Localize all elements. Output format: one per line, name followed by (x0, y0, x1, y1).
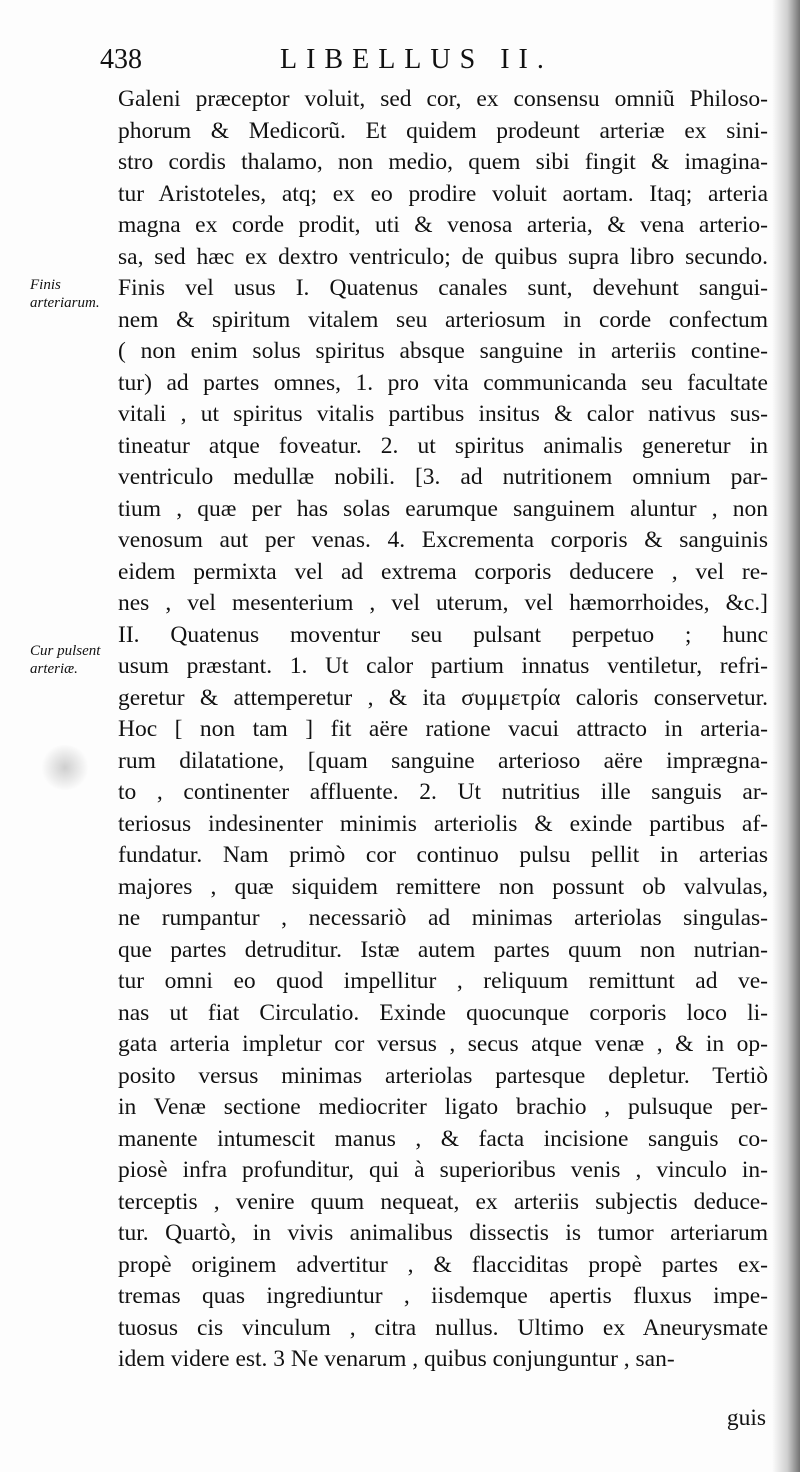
text-line: idem videre est. 3 Ne venarum , quibus conjunguntur , san- (118, 1346, 675, 1372)
page-edge-shadow (772, 0, 800, 1472)
text-line: nem & spiritum vitalem seu arteriosum in corde confectum (118, 306, 768, 333)
text-line: ne rumpantur , necessariò ad minimas arteriolas singulas- (118, 905, 768, 931)
text-line: tur. Quartò, in vivis animalibus dissectis is tumor arteriarum (118, 1220, 768, 1246)
text-line: to , continenter affluente. 2. Ut nutritius ille sanguis ar- (118, 779, 768, 805)
text-line: Galeni præceptor voluit, sed cor, ex consensu omniũ Philoso- (118, 86, 768, 112)
text-line: II. Quatenus moventur seu pulsant perpetuo ; hunc (118, 621, 768, 648)
ink-smudge (40, 745, 90, 790)
catchword: guis (726, 1405, 766, 1431)
text-line: usum præstant. 1. Ut calor partium innatus ventiletur, refri- (118, 653, 768, 679)
text-line: Finis vel usus I. Quatenus canales sunt, devehunt sangui- (118, 275, 768, 301)
text-line: phorum & Medicorũ. Et quidem prodeunt arteriæ ex sini- (118, 117, 768, 144)
text-line: Hoc [ non tam ] fit aëre ratione vacui attracto in arteria- (118, 716, 768, 742)
text-line: eidem permixta vel ad extrema corporis deducere , vel re- (118, 558, 768, 585)
text-line: tuosus cis vinculum , citra nullus. Ultimo ex Aneurysmate (118, 1314, 768, 1341)
text-line: majores , quæ siquidem remittere non possunt ob valvulas, (118, 873, 768, 900)
text-line: rum dilatatione, [quam sanguine arterioso aëre imprægna- (118, 747, 768, 774)
text-line: geretur & attemperetur , & ita συμμετρία caloris conservetur. (118, 684, 768, 711)
text-line: posito versus minimas arteriolas partesque depletur. Tertiò (118, 1062, 768, 1089)
text-line: ventriculo medullæ nobili. [3. ad nutritionem omnium par- (118, 464, 768, 490)
text-line: nas ut fiat Circulatio. Exinde quocunque corporis loco li- (118, 999, 768, 1026)
text-line: magna ex corde prodit, uti & venosa arteria, & vena arterio- (118, 212, 768, 238)
text-line: piosè infra profunditur, qui à superioribus venis , vinculo in- (118, 1157, 768, 1183)
text-line: venosum aut per venas. 4. Excrementa corporis & sanguinis (118, 527, 768, 553)
running-title: LIBELLUS II. (280, 44, 553, 75)
text-line: manente intumescit manus , & facta incisione sanguis co- (118, 1125, 768, 1152)
text-line: tium , quæ per has solas earumque sanguinem aluntur , non (118, 495, 768, 522)
page-header (100, 44, 760, 84)
text-line: tur Aristoteles, atq; ex eo prodire voluit aortam. Itaq; arteria (118, 180, 768, 207)
text-line: propè originem advertitur , & flacciditas propè partes ex- (118, 1251, 768, 1278)
text-line: tineatur atque foveatur. 2. ut spiritus animalis generetur in (118, 432, 768, 459)
text-line: nes , vel mesenterium , vel uterum, vel hæmorrhoides, &c.] (118, 590, 768, 616)
text-line: tremas quas ingrediuntur , iisdemque apertis fluxus impe- (118, 1283, 768, 1309)
text-line: ( non enim solus spiritus absque sanguine in arteriis contine- (118, 338, 768, 364)
margin-note-cur-pulsent: Cur pulsent arteriæ. (30, 643, 101, 677)
text-line: terceptis , venire quum nequeat, ex arteriis subjectis deduce- (118, 1188, 768, 1215)
margin-note-finis: Finis arteriarum. (30, 277, 100, 311)
text-line: que partes detruditur. Istæ autem partes quum non nutrian- (118, 936, 768, 963)
text-line: gata arteria impletur cor versus , secus atque venæ , & in op- (118, 1031, 768, 1057)
text-line: fundatur. Nam primò cor continuo pulsu pellit in arterias (118, 842, 768, 868)
text-line: vitali , ut spiritus vitalis partibus insitus & calor nativus sus- (118, 401, 768, 427)
body-text (118, 84, 768, 1376)
text-line: tur) ad partes omnes, 1. pro vita communicanda seu facultate (118, 369, 768, 396)
text-line: in Venæ sectione mediocriter ligato brachio , pulsuque per- (118, 1094, 768, 1120)
text-line: teriosus indesinenter minimis arteriolis & exinde partibus af- (118, 810, 768, 837)
text-line: tur omni eo quod impellitur , reliquum remittunt ad ve- (118, 968, 768, 994)
text-line: sa, sed hæc ex dextro ventriculo; de quibus supra libro secundo. (118, 243, 768, 270)
page-number: 438 (100, 44, 142, 75)
text-line: stro cordis thalamo, non medio, quem sibi fingit & imagina- (118, 149, 768, 175)
